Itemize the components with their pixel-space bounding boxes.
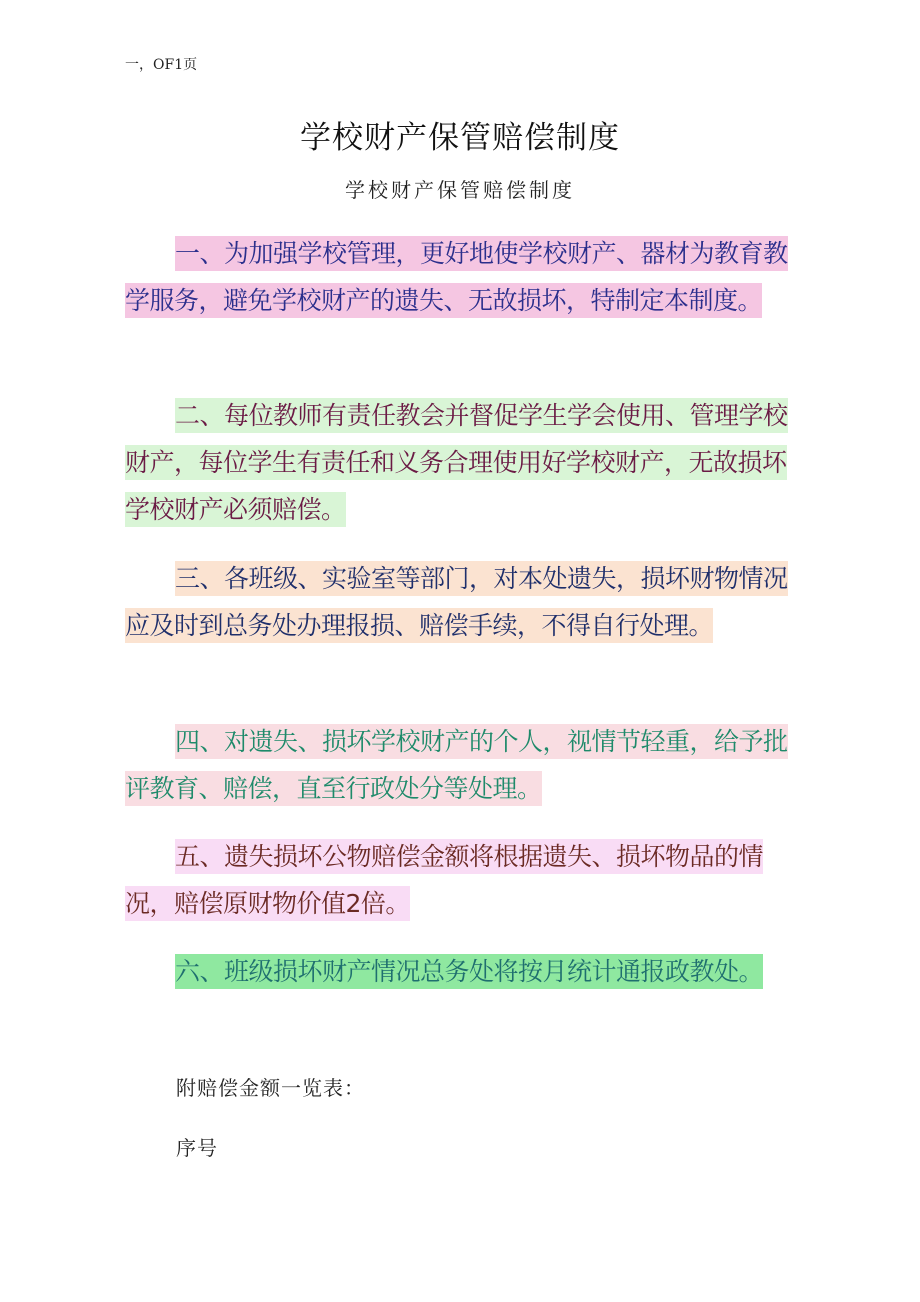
clause-4 xyxy=(125,718,795,812)
clause-5 xyxy=(125,833,795,927)
document-subtitle: 学校财产保管赔偿制度 xyxy=(345,178,575,202)
clause-1 xyxy=(125,230,795,324)
clause-6-text: 六、班级损坏财产情况总务处将按月统计通报政教处。 xyxy=(175,954,763,989)
clause-6 xyxy=(125,948,795,995)
document-title: 学校财产保管赔偿制度 xyxy=(300,120,620,156)
table-column-header: 序号 xyxy=(176,1136,218,1160)
appendix-label: 附赔偿金额一览表： xyxy=(176,1076,365,1100)
clause-3-text: 三、各班级、实验室等部门，对本处遗失，损坏财物情况应及时到总务处办理报损、赔偿手续，不得自行处理。 xyxy=(125,561,788,643)
clause-2-text: 二、每位教师有责任教会并督促学生学会使用、管理学校财产，每位学生有责任和义务合理使用好学校财产，无故损坏学校财产必须赔偿。 xyxy=(125,398,788,527)
clause-5-text: 五、遗失损坏公物赔偿金额将根据遗失、损坏物品的情况，赔偿原财物价值2倍。 xyxy=(125,839,763,921)
clause-2 xyxy=(125,392,795,533)
clause-4-text: 四、对遗失、损坏学校财产的个人，视情节轻重，给予批评教育、赔偿，直至行政处分等处理。 xyxy=(125,724,788,806)
clause-1-text: 一、为加强学校管理，更好地使学校财产、器材为教育教学服务，避免学校财产的遗失、无故损坏，特制定本制度。 xyxy=(125,236,788,318)
clause-3 xyxy=(125,555,795,649)
page-header: 一，OF1页 xyxy=(125,57,198,73)
